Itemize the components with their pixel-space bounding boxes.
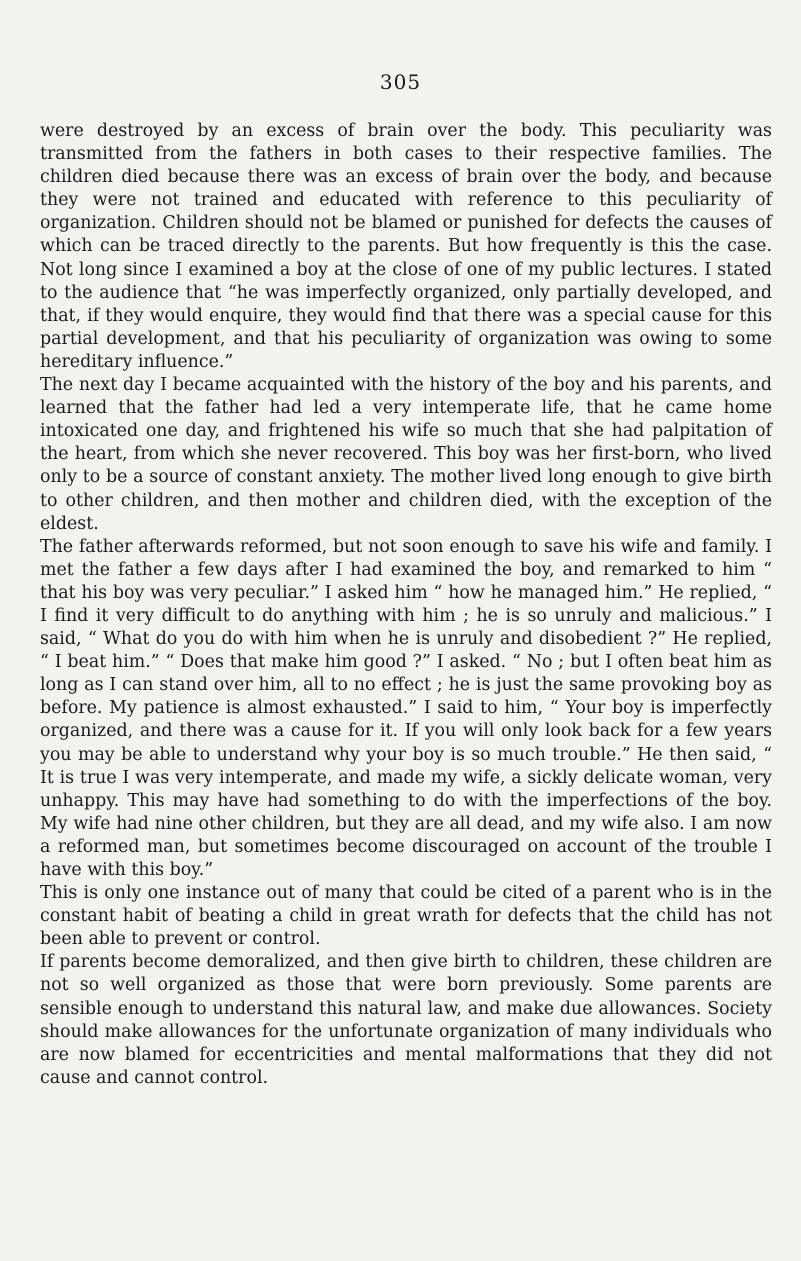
paragraph-4: This is only one instance out of many that could be cited of a parent who is in the constant habit of beating a child in great wrath for defects that the child has not been able to prevent or control. [40, 883, 772, 950]
paragraph-3: The father afterwards reformed, but not soon enough to save his wife and family. I met the father a few days after I had examined the boy, and remarked to him “ that his boy was very peculiar.” I asked him “ how he managed him.” He replied, “ I find it very difficult to do anything with him ; he is so unruly and malicious.” I said, “ What do you do with him when he is unruly and disobedient ?” He replied, “ I beat him.” “ Does that make him good ?” I asked. “ No ; but I often beat him as long as I can stand over him, all to no effect ; he is just the same provoking boy as before. My patience is almost exhausted.” I said to him, “ Your boy is imperfectly organized, and there was a cause for it. If you will only look back for a few years you may be able to understand why your boy is so much trouble.” He then said, “ It is true I was very intemperate, and made my wife, a sickly delicate woman, very unhappy. This may have had something to do with the imperfections of the boy. My wife had nine other children, but they are all dead, and my wife also. I am now a reformed man, but sometimes become discouraged on account of the trouble I have with this boy.” [40, 536, 772, 880]
body-text [40, 120, 772, 1090]
paragraph-1: were destroyed by an excess of brain over the body. This peculiarity was transmitted from the fathers in both cases to their respective families. The children died because there was an excess of brain over the body, and because they were not trained and educated with reference to this peculiarity of organization. Children should not be blamed or punished for defects the causes of which can be traced directly to the parents. But how frequently is this the case. Not long since I examined a boy at the close of one of my public lectures. I stated to the audience that “he was imperfectly organized, only partially developed, and that, if they would enquire, they would find that there was a special cause for this partial development, and that his peculiarity of organization was owing to some hereditary influence.” [40, 121, 772, 372]
page-number: 305 [379, 70, 422, 94]
paragraph-2: The next day I became acquainted with the history of the boy and his parents, and learned that the father had led a very intemperate life, that he came home intoxicated one day, and frightened his wife so much that she had palpitation of the heart, from which she never recovered. This boy was her first-born, who lived only to be a source of constant anxiety. The mother lived long enough to give birth to other children, and then mother and children died, with the exception of the eldest. [40, 375, 772, 534]
paragraph-5: If parents become demoralized, and then give birth to children, these children are not so well organized as those that were born previously. Some parents are sensible enough to understand this natural law, and make due allowances. Society should make allowances for the unfortunate organization of many individuals who are now blamed for eccentricities and mental malformations that they did not cause and cannot control. [40, 952, 772, 1088]
